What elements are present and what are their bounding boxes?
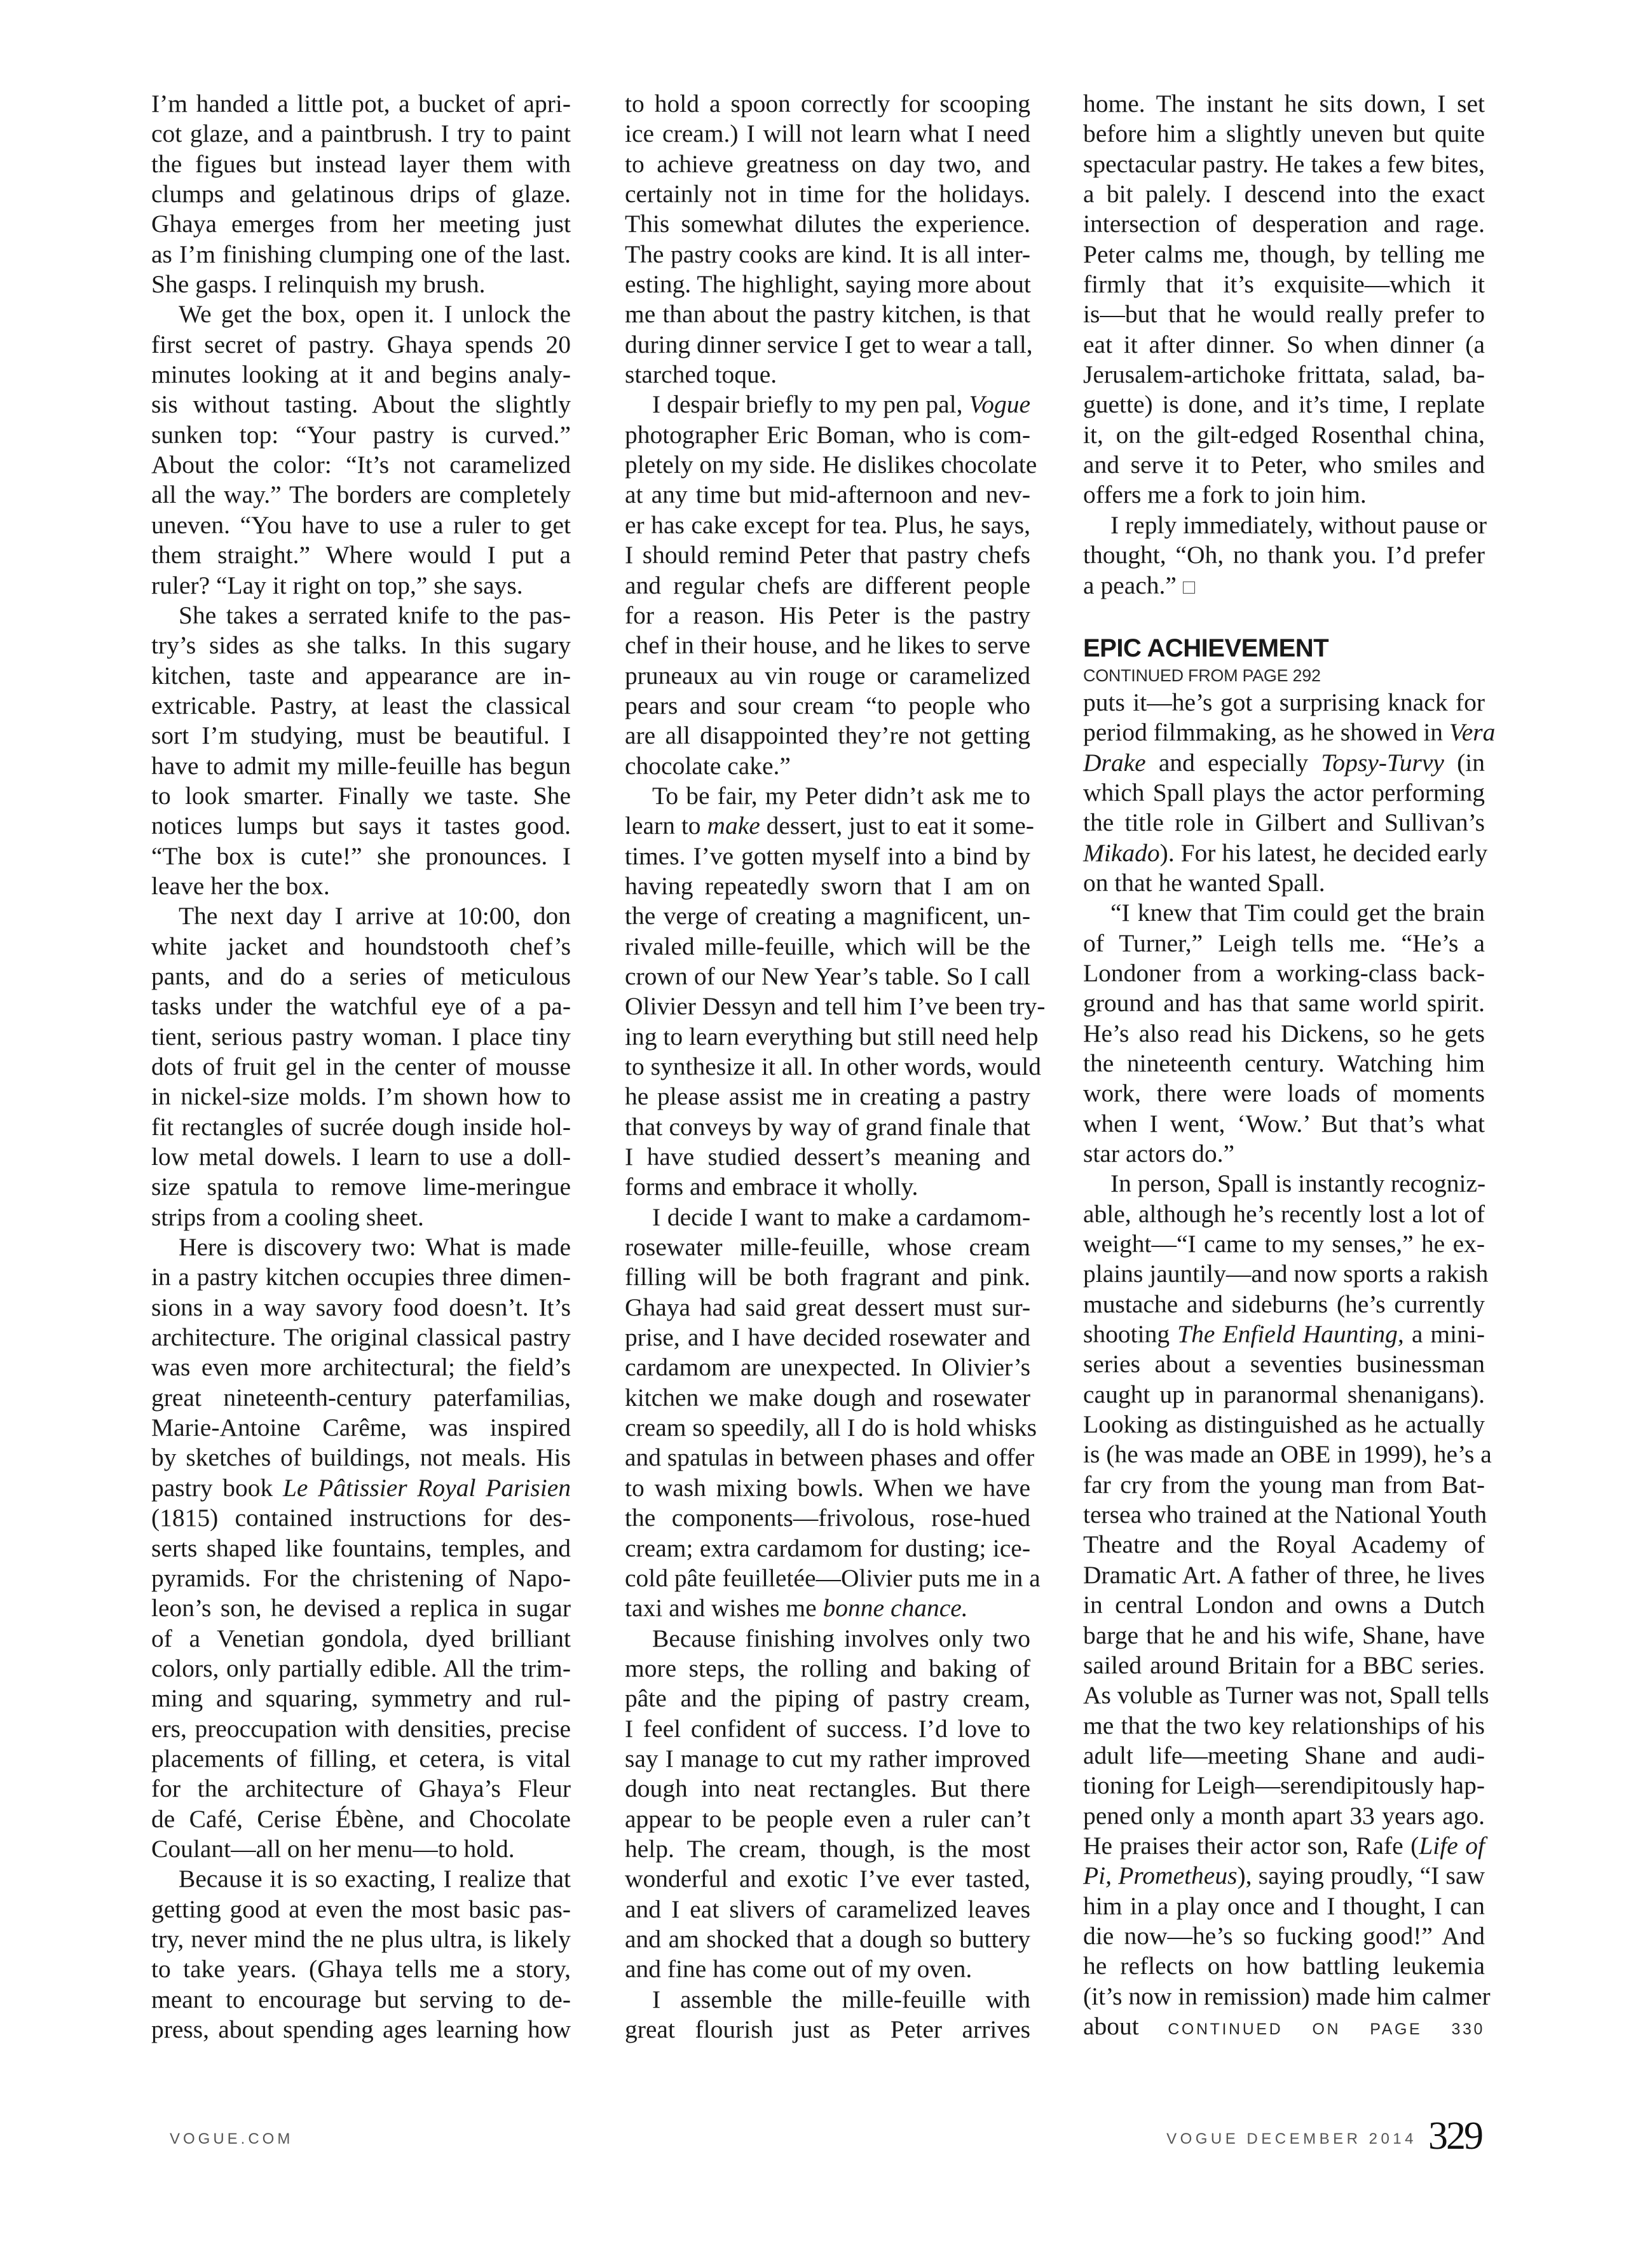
text-line: say I manage to cut my rather improved (625, 1744, 1030, 1773)
text-line (151, 1473, 571, 1503)
text-line: firmly that it’s exquisite—which it (1083, 270, 1485, 299)
text-line: tasks under the watchful eye of a pa- (151, 992, 571, 1021)
text-line: try’s sides as she talks. In this sugary (151, 631, 571, 660)
text-line: rosewater mille-feuille, whose cream (625, 1233, 1030, 1262)
text-line (625, 811, 1034, 841)
text-line: pruneaux au vin rouge or caramelized (625, 661, 1030, 690)
text-run: shooting (1083, 1320, 1178, 1349)
text-line (1083, 748, 1485, 778)
text-line: and regular chefs are different people (625, 571, 1030, 599)
text-line: Ghaya emerges from her meeting just (151, 210, 571, 238)
text-line: is (he was made an OBE in 1999), he’s a (1083, 1440, 1492, 1469)
text-line: far cry from the young man from Bat- (1083, 1470, 1485, 1499)
text-line: Theatre and the Royal Academy of (1083, 1530, 1485, 1559)
article-column-3 (1083, 89, 1496, 2045)
text-line: uneven. “You have to use a ruler to get (151, 510, 571, 539)
text-line: which Spall plays the actor performing (1083, 778, 1485, 807)
text-run: (in (1444, 748, 1485, 777)
text-line: I’m handed a little pot, a bucket of apri- (151, 90, 571, 118)
footer-website: VOGUE.COM (170, 2130, 294, 2147)
text-line: “The box is cute!” she pronounces. I (151, 841, 571, 870)
text-line: the figues but instead layer them with (151, 149, 571, 178)
text-line: Ghaya had said great dessert must sur- (625, 1293, 1030, 1321)
text-line: adult life—meeting Shane and audi- (1083, 1741, 1485, 1769)
text-line: help. The cream, though, is the most (625, 1834, 1030, 1863)
text-line: low metal dowels. I learn to use a doll- (151, 1143, 571, 1171)
text-line: As voluble as Turner was not, Spall tells (1083, 1681, 1489, 1710)
text-line: are all disappointed they’re not getting (625, 721, 1030, 750)
article-end-line: a peach.” (1083, 571, 1485, 601)
text-line: We get the box, open it. I unlock the (179, 300, 571, 329)
text-line: She gasps. I relinquish my brush. (151, 270, 486, 299)
text-line: photographer Eric Boman, who is com- (625, 420, 1030, 449)
text-line (1083, 718, 1496, 747)
text-run: He praises their actor son, Rafe ( (1083, 1831, 1419, 1860)
text-run: and especially (1145, 748, 1321, 777)
italic-title: Topsy-Turvy (1321, 748, 1444, 777)
text-line: before him a slightly uneven but quite (1083, 119, 1485, 148)
text-line: to hold a spoon correctly for scooping (625, 90, 1030, 118)
text-line: wonderful and exotic I’ve ever tasted, (625, 1865, 1030, 1893)
text-line: offers me a fork to join him. (1083, 480, 1367, 509)
footer-folio (1166, 2116, 1482, 2156)
text-line: sailed around Britain for a BBC series. (1083, 1650, 1485, 1679)
text-line: size spatula to remove lime-meringue (151, 1173, 571, 1201)
text-line: In person, Spall is instantly recogniz- (1110, 1169, 1486, 1198)
text-line: it, on the gilt-edged Rosenthal china, (1083, 420, 1485, 449)
text-line: Coulant—all on her menu—to hold. (151, 1834, 515, 1863)
text-line: crown of our New Year’s table. So I call (625, 962, 1030, 990)
text-line (1083, 1319, 1485, 1349)
text-line: Here is discovery two: What is made (179, 1233, 571, 1262)
text-line: and I eat slivers of caramelized leaves (625, 1895, 1030, 1923)
text-line: able, although he’s recently lost a lot of (1083, 1199, 1485, 1228)
text-line: notices lumps but says it tastes good. (151, 812, 571, 840)
footer-issue-date: VOGUE DECEMBER 2014 (1166, 2130, 1417, 2147)
text-line: Londoner from a working-class back- (1083, 958, 1485, 987)
text-line: is—but that he would really prefer to (1083, 300, 1485, 329)
text-line: Looking as distinguished as he actually (1083, 1410, 1485, 1439)
text-line: er has cake except for tea. Plus, he says, (625, 510, 1030, 539)
text-line: to synthesize it all. In other words, would (625, 1052, 1041, 1080)
text-line: him in a play once and I thought, I can (1083, 1891, 1485, 1920)
text-line: and am shocked that a dough so buttery (625, 1924, 1030, 1953)
text-line: pyramids. For the christening of Napo- (151, 1563, 571, 1592)
text-line: (it’s now in remission) made him calmer (1083, 1982, 1491, 2010)
text-line: de Café, Cerise Ébène, and Chocolate (151, 1804, 571, 1833)
text-line: series about a seventies businessman (1083, 1350, 1485, 1378)
text-line: was even more architectural; the field’s (151, 1353, 571, 1382)
text-line: in nickel-size molds. I’m shown how to (151, 1082, 571, 1111)
text-line: that conveys by way of grand finale that (625, 1112, 1030, 1141)
text-line: at any time but mid-afternoon and nev- (625, 480, 1030, 509)
text-line: sunken top: “Your pastry is curved.” (151, 420, 571, 449)
text-line: plains jauntily—and now sports a rakish (1083, 1260, 1489, 1288)
text-line: This somewhat dilutes the experience. (625, 210, 1030, 238)
end-of-article-mark-icon (1183, 582, 1195, 594)
text-line (1083, 1861, 1485, 1891)
text-line: appear to be people even a ruler can’t (625, 1804, 1030, 1833)
text-line: Because finishing involves only two (652, 1624, 1030, 1652)
text-line: dots of fruit gel in the center of mousse (151, 1052, 571, 1080)
italic-title: make (707, 812, 760, 840)
text-line: spectacular pastry. He takes a few bites, (1083, 149, 1485, 178)
text-line: and serve it to Peter, who smiles and (1083, 451, 1485, 479)
text-line: a bit palely. I descend into the exact (1083, 180, 1485, 208)
text-line: Olivier Dessyn and tell him I’ve been try- (625, 992, 1046, 1021)
text-line: tient, serious pastry woman. I place tiny (151, 1022, 571, 1051)
text-line: to look smarter. Finally we taste. She (151, 781, 571, 810)
text-line: serts shaped like fountains, temples, and (151, 1534, 571, 1562)
text-line: have to admit my mille-feuille has begun (151, 751, 571, 780)
text-line: He’s also read his Dickens, so he gets (1083, 1019, 1485, 1047)
text-run: a mini- (1403, 1320, 1485, 1349)
text-line: all the way.” The borders are completely (151, 480, 571, 509)
text-line: I reply immediately, without pause or (1110, 510, 1487, 539)
text-line: the title role in Gilbert and Sullivan’s (1083, 808, 1485, 837)
text-line: and spatulas in between phases and offer (625, 1443, 1035, 1472)
text-line: during dinner service I get to wear a tall, (625, 330, 1033, 358)
text-line: sort I’m studying, must be beautiful. I (151, 721, 571, 750)
text-line: first secret of pastry. Ghaya spends 20 (151, 330, 571, 358)
text-line: leave her the box. (151, 871, 330, 900)
text-line: star actors do.” (1083, 1140, 1235, 1167)
text-line: thought, “Oh, no thank you. I’d prefer (1083, 541, 1485, 569)
text-line: tioning for Leigh—serendipitously hap- (1083, 1771, 1485, 1800)
text-line: home. The instant he sits down, I set (1083, 90, 1485, 118)
page-number: 329 (1428, 2114, 1482, 2158)
text-line: puts it—he’s got a surprising knack for (1083, 688, 1485, 716)
text-line: ers, preoccupation with densities, precise (151, 1714, 571, 1743)
text-line: them straight.” Where would I put a (151, 541, 571, 569)
text-line: ming and squaring, symmetry and rul- (151, 1684, 571, 1713)
italic-title: Vogue (969, 390, 1030, 419)
text-line: clumps and gelatinous drips of glaze. (151, 180, 571, 208)
text-line: to take years. (Ghaya tells me a story, (151, 1955, 571, 1984)
final-word: about (1083, 2011, 1139, 2040)
text-line (1083, 838, 1488, 868)
text-run: pastry book (151, 1473, 283, 1502)
italic-title: Mikado (1083, 838, 1160, 867)
text-line (1083, 1831, 1485, 1861)
text-line: meant to encourage but serving to de- (151, 1985, 571, 2013)
text-line: “I knew that Tim could get the brain (1110, 899, 1485, 927)
text-line: I feel confident of success. I’d love to (625, 1714, 1030, 1743)
text-line: cardamom are unexpected. In Olivier’s (625, 1353, 1030, 1382)
italic-title: Vera (1449, 718, 1496, 747)
text-line: pletely on my side. He dislikes chocolate (625, 451, 1037, 479)
text-line: times. I’ve gotten myself into a bind by (625, 841, 1030, 870)
italic-title: The Enfield Haunting, (1177, 1320, 1404, 1349)
italic-title: Drake (1083, 748, 1146, 777)
text-run: ), saying proudly, “I saw (1237, 1861, 1485, 1890)
text-line: colors, only partially edible. All the trim- (151, 1654, 571, 1682)
text-line: of a Venetian gondola, dyed brilliant (151, 1624, 571, 1652)
text-line: when I went, ‘Wow.’ But that’s what (1083, 1109, 1485, 1138)
text-line: placements of filling, et cetera, is vital (151, 1744, 571, 1773)
continued-from-label: CONTINUED FROM PAGE 292 (1083, 665, 1321, 685)
text-line: weight—“I came to my senses,” he ex- (1083, 1230, 1485, 1258)
text-line: great flourish just as Peter arrives (625, 2015, 1030, 2043)
text-line: white jacket and houndstooth chef’s (151, 932, 571, 960)
text-line: dough into neat rectangles. But there (625, 1774, 1030, 1803)
text-run: I despair briefly to my pen pal, (652, 390, 969, 419)
text-line: forms and embrace it wholly. (625, 1173, 918, 1201)
text-line: pâte and the piping of pastry cream, (625, 1684, 1030, 1713)
text-line: The pastry cooks are kind. It is all inter- (625, 240, 1030, 268)
text-run: taxi and wishes me (625, 1594, 823, 1623)
text-line: Jerusalem-artichoke frittata, salad, ba- (1083, 360, 1485, 389)
text-line: starched toque. (625, 360, 777, 389)
text-line: more steps, the rolling and baking of (625, 1654, 1030, 1682)
text-line: esting. The highlight, saying more about (625, 270, 1031, 299)
text-line (625, 390, 1030, 419)
text-line (625, 1593, 1030, 1623)
text-line: eat it after dinner. So when dinner (a (1083, 330, 1485, 358)
text-line: The next day I arrive at 10:00, don (179, 902, 571, 930)
text-line: me that the two key relationships of his (1083, 1711, 1485, 1739)
text-line: Because it is so exacting, I realize that (179, 1865, 571, 1893)
text-line: barge that he and his wife, Shane, have (1083, 1621, 1485, 1649)
text-line: prise, and I have decided rosewater and (625, 1323, 1030, 1352)
text-line: I have studied dessert’s meaning and (625, 1143, 1030, 1171)
text-line: certainly not in time for the holidays. (625, 180, 1030, 208)
text-line: Marie-Antoine Carême, was inspired (151, 1413, 571, 1442)
text-line: press, about spending ages learning how (151, 2015, 571, 2043)
text-line: pants, and do a series of meticulous (151, 962, 571, 990)
text-line: ruler? “Lay it right on top,” she says. (151, 571, 523, 599)
text-line: work, there were loads of moments (1083, 1079, 1485, 1108)
text-line: architecture. The original classical pastry (151, 1323, 571, 1352)
text-line: the components—frivolous, rose-hued (625, 1504, 1030, 1532)
text-line: Peter calms me, though, by telling me (1083, 240, 1485, 268)
text-run: ). For his latest, he decided early (1159, 838, 1488, 867)
text-line: in central London and owns a Dutch (1083, 1591, 1485, 1619)
text-line: I assemble the mille-feuille with (652, 1985, 1030, 2013)
text-line: cot glaze, and a paintbrush. I try to paint (151, 119, 571, 148)
text-line: filling will be both fragrant and pink. (625, 1263, 1030, 1291)
text-line: fit rectangles of sucrée dough inside hol- (151, 1112, 571, 1141)
text-line: by sketches of buildings, not meals. His (151, 1443, 571, 1472)
text-line: cream; extra cardamom for dusting; ice- (625, 1534, 1030, 1562)
italic-title: bonne chance. (823, 1594, 968, 1623)
text-line: tersea who trained at the National Youth (1083, 1501, 1487, 1529)
text-line: having repeatedly sworn that I am on (625, 871, 1030, 900)
text-line: strips from a cooling sheet. (151, 1202, 424, 1231)
text-line: on that he wanted Spall. (1083, 868, 1325, 897)
text-line: me than about the pastry kitchen, is that (625, 300, 1030, 329)
text-line: of Turner,” Leigh tells me. “He’s a (1083, 929, 1485, 957)
text-line: (1815) contained instructions for des- (151, 1504, 571, 1532)
text-line: kitchen we make dough and rosewater (625, 1383, 1030, 1412)
text-line: I should remind Peter that pastry chefs (625, 541, 1030, 569)
text-line: cream so speedily, all I do is hold whisks (625, 1413, 1037, 1442)
text-line: to wash mixing bowls. When we have (625, 1473, 1030, 1502)
text-line: in a pastry kitchen occupies three dimen- (151, 1263, 571, 1291)
text-line: leon’s son, he devised a replica in sugar (151, 1594, 571, 1623)
text-line: for a reason. His Peter is the pastry (625, 601, 1030, 629)
text-line: die now—he’s so fucking good!” And (1083, 1921, 1485, 1950)
continued-on-link[interactable]: CONTINUED ON PAGE 330 (1168, 2020, 1485, 2038)
text-line: getting good at even the most basic pas- (151, 1895, 571, 1923)
text-line: rivaled mille-feuille, which will be the (625, 932, 1030, 960)
text-run: period filmmaking, as he showed in (1083, 718, 1449, 747)
text-line: minutes looking at it and begins analy- (151, 360, 571, 389)
text-line: intersection of desperation and rage. (1083, 210, 1485, 238)
section-heading: EPIC ACHIEVEMENT (1083, 634, 1329, 662)
text-line: as I’m finishing clumping one of the last. (151, 240, 571, 268)
text-line: guette) is done, and it’s time, I replate (1083, 390, 1485, 419)
text-line: sions in a way savory food doesn’t. It’s (151, 1293, 571, 1321)
text-line: the verge of creating a magnificent, un- (625, 902, 1030, 930)
text-line: pened only a month apart 33 years ago. (1083, 1801, 1485, 1830)
text-line: the nineteenth century. Watching him (1083, 1049, 1485, 1077)
text-line: About the color: “It’s not caramelized (151, 451, 571, 479)
text-line: Dramatic Art. A father of three, he lives (1083, 1560, 1485, 1589)
text-line: ground and has that same world spirit. (1083, 989, 1485, 1018)
text-line: he please assist me in creating a pastry (625, 1082, 1030, 1111)
text-line: sis without tasting. About the slightly (151, 390, 571, 419)
continued-line (1083, 2011, 1485, 2045)
text-line: mustache and sideburns (he’s currently (1083, 1290, 1485, 1318)
italic-title: Life of (1419, 1831, 1485, 1860)
text-line: kitchen, taste and appearance are in- (151, 661, 571, 690)
article-column-1 (151, 89, 571, 2045)
article-column-2 (625, 89, 1046, 2045)
text-line: and fine has come out of my oven. (625, 1955, 973, 1984)
text-line: caught up in paranormal shenanigans). (1083, 1380, 1485, 1408)
text-line: chef in their house, and he likes to serve (625, 631, 1030, 660)
text-run: learn to (625, 812, 707, 840)
text-line: great nineteenth-century paterfamilias, (151, 1383, 571, 1412)
text-run: dessert, just to eat it some- (760, 812, 1034, 840)
italic-title: Pi, Prometheus (1083, 1861, 1238, 1890)
text-line: ing to learn everything but still need help (625, 1022, 1039, 1051)
text-line: try, never mind the ne plus ultra, is likely (151, 1924, 571, 1953)
italic-title: Le Pâtissier Royal Parisien (282, 1473, 571, 1502)
text-line: extricable. Pastry, at least the classical (151, 691, 571, 719)
text-line: he reflects on how battling leukemia (1083, 1952, 1485, 1980)
text-line: I decide I want to make a cardamom- (652, 1202, 1030, 1231)
text-line: ice cream.) I will not learn what I need (625, 119, 1030, 148)
text-line: She takes a serrated knife to the pas- (179, 601, 571, 629)
text-line: for the architecture of Ghaya’s Fleur (151, 1774, 571, 1803)
text-line: To be fair, my Peter didn’t ask me to (652, 781, 1030, 810)
text-line: to achieve greatness on day two, and (625, 149, 1030, 178)
text-line: chocolate cake.” (625, 751, 791, 780)
text-line: pears and sour cream “to people who (625, 691, 1030, 719)
text-line: cold pâte feuilletée—Olivier puts me in a (625, 1563, 1041, 1592)
